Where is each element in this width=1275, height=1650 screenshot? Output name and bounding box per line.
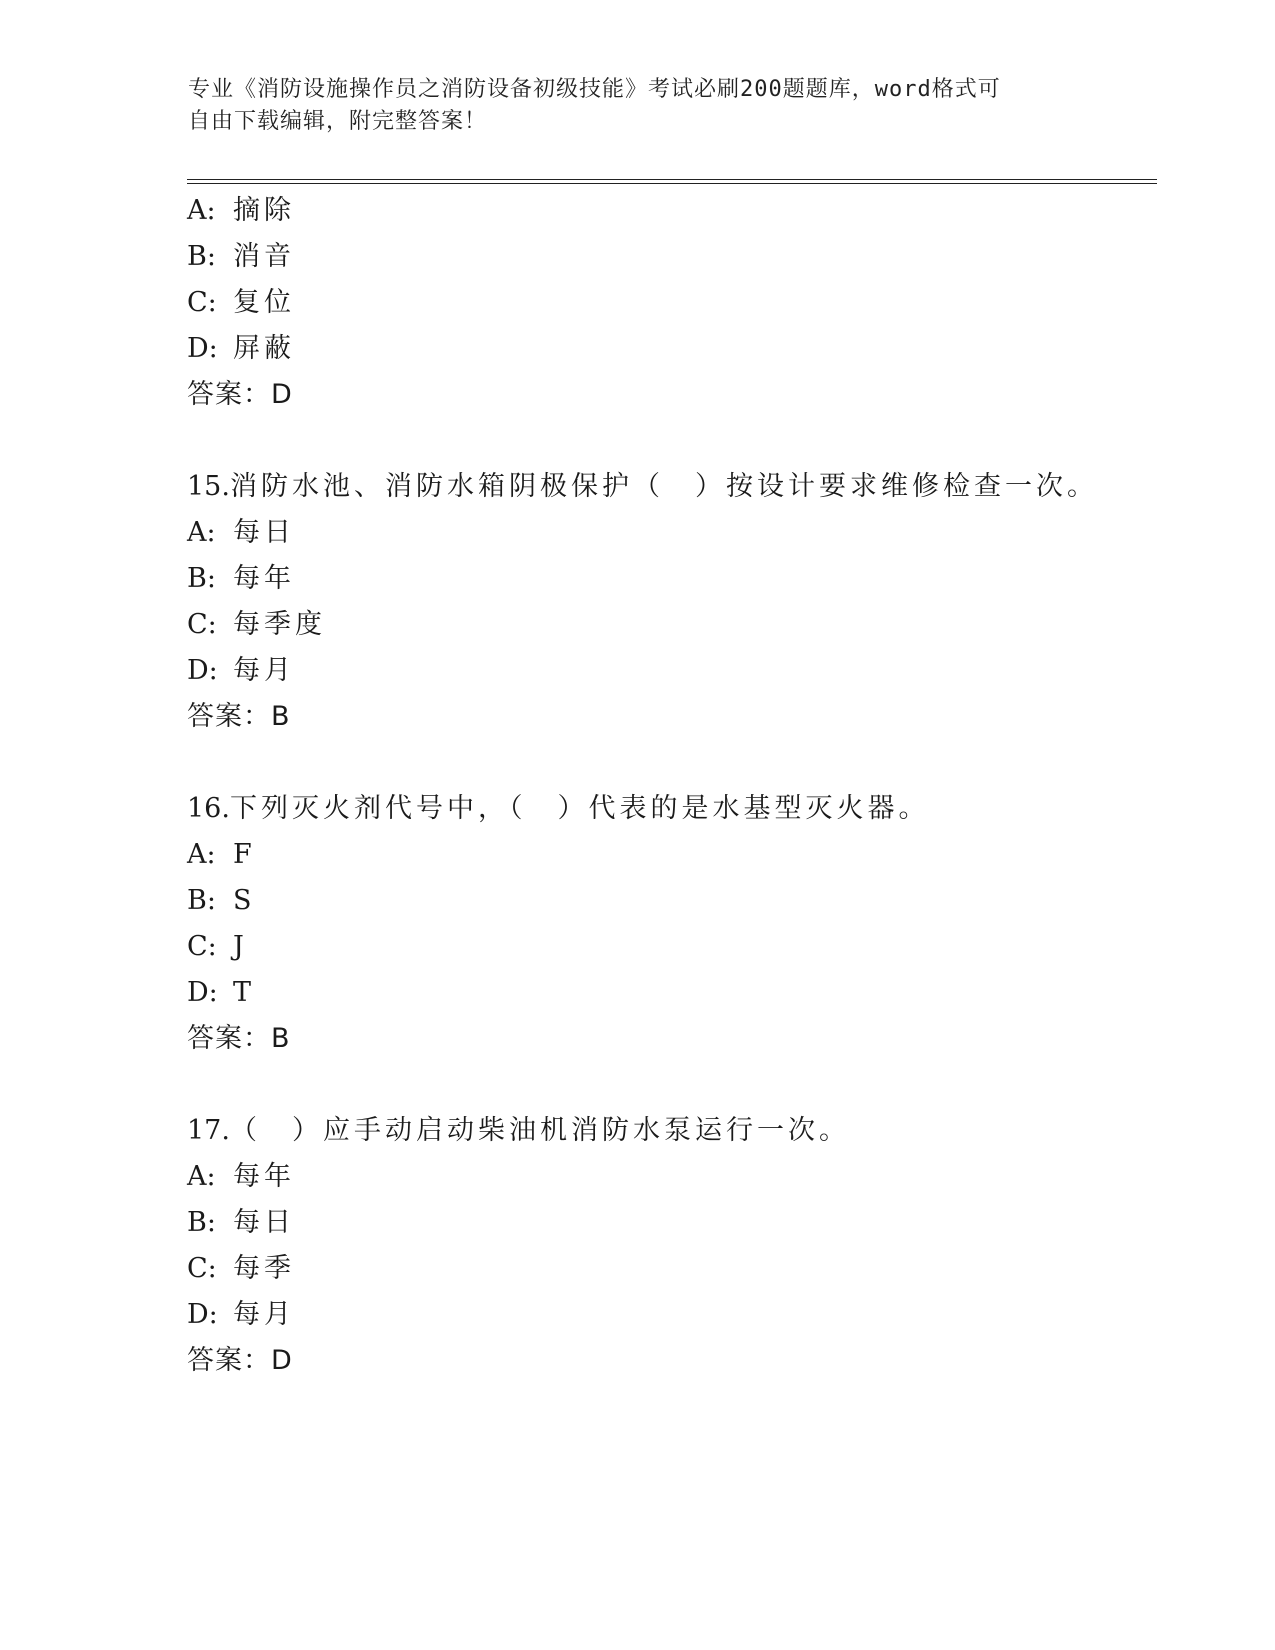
answer-line: 答案：D [187,1345,293,1376]
question-stem [187,786,1147,832]
answer-line: 答案：B [187,1023,291,1054]
question-number: 15. [187,471,230,502]
answer-line: 答案：B [187,701,291,732]
option-c [187,280,1147,326]
option-text: J [233,931,248,962]
option-letter: C: [187,1253,217,1284]
option-d [187,1292,1147,1338]
question-stem [187,1108,1147,1154]
option-b [187,234,1147,280]
option-a [187,510,1147,556]
option-letter: B: [187,563,216,594]
question-text: 消防水池、消防水箱阴极保护（ ）按设计要求维修检查一次。 [229,471,1098,502]
option-text: 摘除 [233,195,295,226]
option-text: 消音 [233,241,295,272]
option-text: 每季度 [233,609,326,640]
option-text: 每月 [233,655,295,686]
document-header [188,74,1088,138]
option-d [187,970,1147,1016]
option-letter: D: [187,655,218,686]
option-letter: C: [187,931,217,962]
option-text: 每日 [233,1207,295,1238]
answer-line: 答案：D [187,379,293,410]
question-list [187,188,1147,1384]
option-c [187,924,1147,970]
option-text: 复位 [233,287,295,318]
option-text: T [233,977,256,1008]
header-divider-bottom [187,183,1157,184]
question-15 [187,464,1147,740]
option-a [187,1154,1147,1200]
option-letter: C: [187,609,217,640]
question-fragment [187,188,1147,418]
option-c [187,1246,1147,1292]
question-stem [187,464,1147,510]
question-text: 下列灭火剂代号中，（ ）代表的是水基型灭火器。 [229,793,930,824]
option-b [187,1200,1147,1246]
option-letter: D: [187,1299,218,1330]
option-text: 每年 [233,563,295,594]
option-a [187,188,1147,234]
option-c [187,602,1147,648]
option-text: S [233,885,256,916]
option-letter: A: [187,517,216,548]
option-text: F [233,839,256,870]
option-text: 每年 [233,1161,295,1192]
option-d [187,648,1147,694]
question-number: 16. [187,793,230,824]
option-letter: B: [187,241,216,272]
option-text: 每季 [233,1253,295,1284]
option-letter: A: [187,839,216,870]
option-letter: C: [187,287,217,318]
option-letter: D: [187,333,218,364]
option-letter: D: [187,977,218,1008]
option-letter: A: [187,1161,216,1192]
question-17 [187,1108,1147,1384]
option-d [187,326,1147,372]
question-16 [187,786,1147,1062]
header-title-line-2: 自由下载编辑，附完整答案！ [188,109,488,134]
question-text: （ ）应手动启动柴油机消防水泵运行一次。 [229,1115,850,1146]
option-text: 每月 [233,1299,295,1330]
option-letter: B: [187,1207,216,1238]
option-a [187,832,1147,878]
option-b [187,878,1147,924]
option-text: 屏蔽 [233,333,295,364]
option-b [187,556,1147,602]
header-divider-top [187,179,1157,180]
option-letter: A: [187,195,216,226]
header-title-line-1: 专业《消防设施操作员之消防设备初级技能》考试必刷200题题库，word格式可 [188,77,1001,102]
option-letter: B: [187,885,216,916]
question-number: 17. [187,1115,230,1146]
option-text: 每日 [233,517,295,548]
